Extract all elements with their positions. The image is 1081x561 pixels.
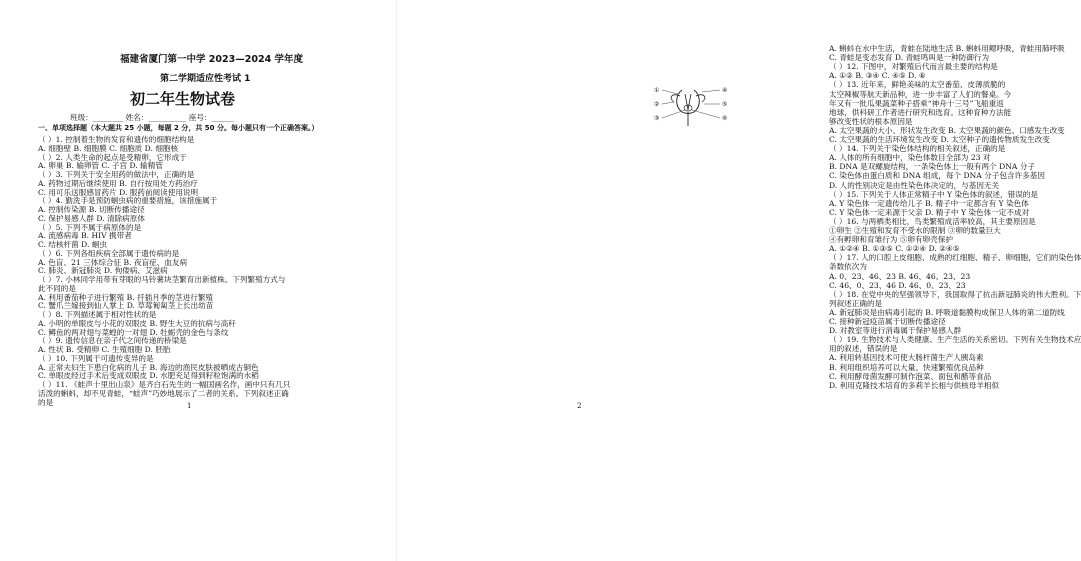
question-line: A. 0、23、46、23 B. 46、46、23、23 [829, 271, 971, 281]
question-line: C. 蟹爪兰嫁接到仙人掌上 D. 草莓匍匐茎上长出幼苗 [38, 301, 214, 311]
section-heading: 一、单项选择题（本大题共 25 小题，每题 2 分，共 50 分。每小题只有一个正确答案。） [38, 124, 319, 132]
question-line: （ ）4. 勤洗手是预防蛔虫病的重要措施，该措施属于 [38, 196, 218, 206]
question-line: A. 流感病毒 B. HIV 携带者 [38, 231, 132, 241]
student-info-fields: 班级：________ 姓名：__________ 座号：______ [70, 113, 235, 122]
question-line: 太空辣椒等航天新品种，进一步丰富了人们的餐桌。今 [829, 89, 1012, 99]
question-line: （ ）7. 小林同学用带有芽眼的马铃薯块茎繁育出新植株。下列繁殖方式与 [38, 275, 286, 284]
question-line: （ ）12. 下图中，对繁殖后代而言最主要的结构是 [829, 62, 998, 72]
question-line: （ ）11. 《蛙声十里出山泉》是齐白石先生的一幅国画名作，画中只有几只 [38, 380, 291, 389]
question-line: 列叙述正确的是 [829, 298, 883, 308]
question-line: A. 卵巢 B. 输卵管 C. 子宫 D. 输精管 [38, 161, 163, 171]
question-line: C. 保护易感人群 D. 清除病原体 [38, 213, 145, 223]
question-line: （ ）15. 下列关于人体正常精子中 Y 染色体的叙述，错误的是 [829, 189, 1038, 199]
question-line: 此不同的是 [38, 283, 76, 293]
question-line: A. 小明的单眼皮与小花的双眼皮 B. 野生大豆的抗病与高秆 [38, 318, 236, 328]
question-line: C. 结核杆菌 D. 蛔虫 [38, 240, 107, 249]
question-line: A. 药物过期后继续使用 B. 自行按用处方药治疗 [38, 178, 198, 188]
question-line: A. 人体的所有细胞中，染色体数目全部为 23 对 [829, 153, 991, 163]
question-line: （ ）9. 遗传信息在亲子代之间传递的桥梁是 [38, 336, 187, 346]
question-line: D. 对教室等进行消毒属于保护易感人群 [829, 326, 962, 336]
page-number: 1 [187, 402, 192, 410]
question-line: 条数依次为 [829, 262, 867, 272]
question-line: C. 肺炎、新冠肺炎 D. 佝偻病、艾滋病 [38, 266, 168, 276]
question-line: C. 青蛙是变态发育 D. 青蛙鸣叫是一种防御行为 [829, 53, 990, 63]
question-line: A. ①②④ B. ①③⑤ C. ①②④ D. ②④⑤ [829, 244, 960, 254]
question-line: B. DNA 是双螺旋结构，一条染色体上一般有两个 DNA 分子 [829, 162, 1035, 172]
exam-name: 第二学期适应性考试 1 [160, 74, 251, 84]
question-line: C. 染色体由蛋白质和 DNA 组成，每个 DNA 分子包含许多基因 [829, 171, 1045, 181]
figure-label: ② [654, 101, 660, 108]
question-line: C. 单眼皮经过手术后变成双眼皮 D. 水肥充足得到籽粒饱满的水稻 [38, 371, 259, 381]
question-line: C. 鳟鱼的两对翅与菜蝗的一对翅 D. 牡蛎壳的金色与条纹 [38, 327, 229, 337]
question-line: 年又有一批瓜果蔬菜种子搭乘“神舟十三号”飞船重返 [829, 98, 1004, 108]
page-title: 初二年生物试卷 [130, 90, 236, 108]
left-page [0, 0, 397, 561]
question-line: （ ）10. 下列属于可遗传变异的是 [38, 353, 154, 363]
question-line: A. 正常夫妇生下患白化病的儿子 B. 海边的渔民皮肤被晒成古铜色 [38, 362, 259, 372]
question-line: A. 利用番茄种子进行繁殖 B. 扦插月季的茎进行繁殖 [38, 292, 214, 302]
question-line: A. 太空果蔬的大小、形状发生改变 B. 太空果蔬的颜色、口感发生改变 [829, 125, 1065, 135]
question-line: C. 利用酵母菌发酵可制作泡菜、面包和醋等食品 [829, 371, 992, 381]
question-line: 活泼的蝌蚪，却不见青蛙，“蛙声”巧妙地展示了二者的关系。下列叙述正确 [38, 388, 289, 398]
figure-label: ① [654, 87, 660, 94]
question-line: C. Y 染色体一定来源于父亲 D. 精子中 Y 染色体一定不成对 [829, 207, 1030, 217]
question-line: A. 控制传染源 B. 切断传播途径 [38, 205, 145, 214]
question-line: 地球，供科研工作者进行研究和选育。这种育种方法能 [829, 107, 1012, 117]
question-line: （ ）1. 控制着生物的发育和遗传的细胞结构是 [38, 135, 195, 144]
question-line: A. 性状 B. 受精卵 C. 生殖细胞 D. 胚胎 [38, 345, 171, 354]
question-line: （ ）17. 人的口腔上皮细胞、成熟的红细胞、精子、卵细胞，它们的染色体 [829, 253, 1081, 263]
figure-label: ⑥ [722, 115, 728, 122]
question-line: C. 用可乐送服感冒药片 D. 服药前阅读使用说明 [38, 187, 199, 197]
question-line: A. 细胞壁 B. 细胞膜 C. 细胞质 D. 细胞核 [38, 143, 179, 153]
question-line: A. Y 染色体一定遗传给儿子 B. 精子中一定都含有 Y 染色体 [829, 198, 1029, 208]
question-line: （ ）3. 下列关于安全用药的做法中，正确的是 [38, 170, 195, 179]
question-line: A. 新冠肺炎是由病毒引起的 B. 呼吸道黏膜构成保卫人体的第二道防线 [829, 307, 1065, 317]
question-line: （ ）2. 人类生命的起点是受精卵，它形成于 [38, 152, 187, 162]
question-line: 用的叙述，错误的是 [829, 344, 898, 354]
question-line: A. 蝌蚪在水中生活，青蛙在陆地生活 B. 蝌蚪用鳃呼吸，青蛙用肺呼吸 [829, 44, 1065, 53]
figure-label: ③ [654, 115, 660, 122]
question-line: A. 利用转基因技术可使大肠杆菌生产人胰岛素 [829, 353, 984, 363]
figure-label: ⑤ [722, 101, 728, 108]
question-line: （ ）5. 下列不属于病原体的是 [38, 222, 142, 232]
question-line: （ ）6. 下列各组疾病全部属于遗传病的是 [38, 248, 180, 258]
question-line: B. 利用组织培养可以大量、快速繁殖优良品种 [829, 362, 984, 372]
right-page [397, 0, 1081, 561]
question-line: D. 利用克隆技术培育的多莉羊长相与供核母羊相似 [829, 380, 1000, 390]
question-line: （ ）13. 近年来，鲜艳美味的太空番茄、皮薄质脆的 [829, 80, 1006, 90]
question-line: 的是 [38, 397, 54, 407]
question-line: C. 太空果蔬的生活环境发生改变 D. 太空种子的遗传物质发生改变 [829, 135, 1050, 144]
question-line: （ ）8. 下列描述属于相对性状的是 [38, 310, 157, 319]
question-line: （ ）16. 与两栖类相比，鸟类繁殖成活率较高，其主要原因是 [829, 216, 1036, 226]
question-line: （ ）19. 生物技术与人类健康、生产生活的关系密切。下列有关生物技术应 [829, 335, 1081, 345]
school-header: 福建省厦门第一中学 2023—2024 学年度 [120, 54, 303, 65]
question-line: ①卵生 ②生殖和发育不受水的限制 ③卵的数量巨大 [829, 226, 1001, 235]
question-line: C. 接种新冠疫苗属于切断传播途径 [829, 317, 946, 326]
flower-structure-diagram [652, 84, 732, 128]
question-line: D. 人的性别决定是由性染色体决定的，与基因无关 [829, 180, 1000, 190]
question-line: C. 46、0、23、46 D. 46、0、23、23 [829, 280, 966, 290]
figure-label: ④ [722, 87, 728, 94]
question-line: ④有孵卵和育雏行为 ⑤卵有卵壳保护 [829, 235, 953, 245]
question-line: 够改变性状的根本原因是 [829, 116, 913, 126]
question-line: A. 色盲、21 三体综合征 B. 夜盲症、血友病 [38, 257, 188, 267]
question-line: （ ）14. 下列关于染色体结构的相关叙述，正确的是 [829, 144, 1006, 154]
question-line: A. ①② B. ③④ C. ④⑤ D. ⑥ [829, 71, 926, 81]
page-number: 2 [577, 402, 582, 410]
question-line: （ ）18. 在党中央的坚强领导下，我国取得了抗击新冠肺炎的伟大胜利。下 [829, 289, 1081, 299]
